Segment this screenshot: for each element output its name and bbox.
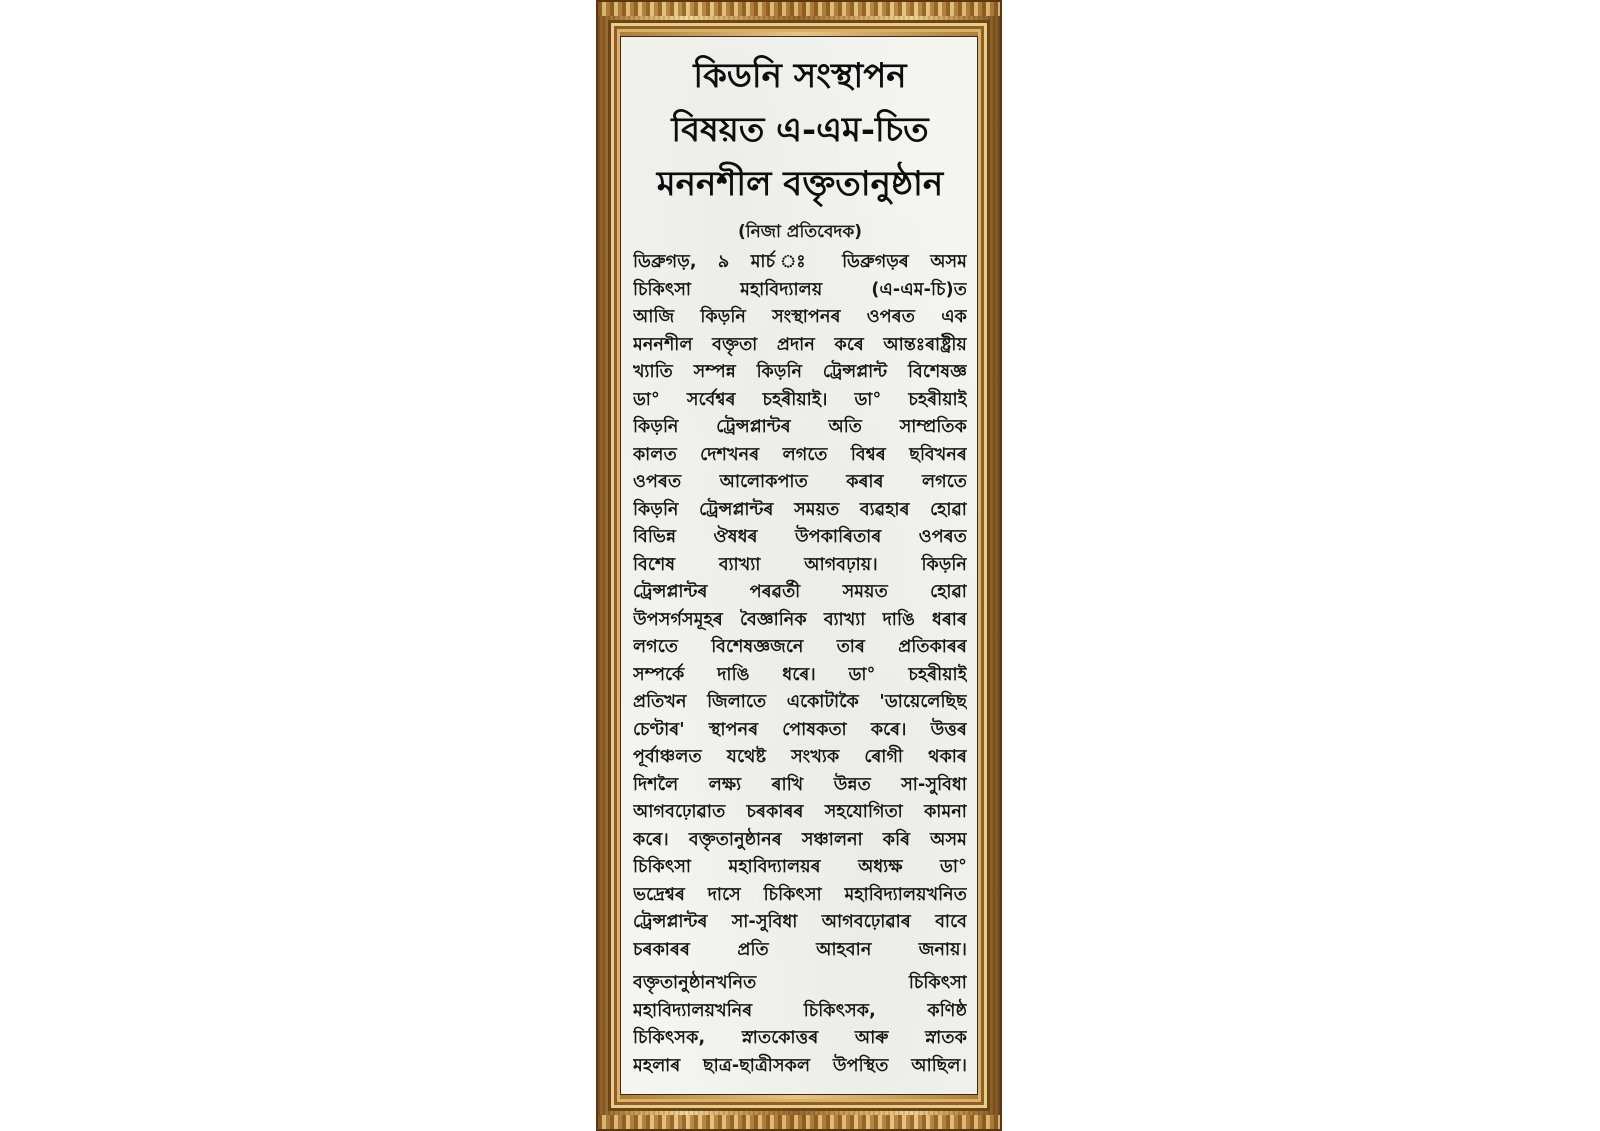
body-text-line: আগবঢ়োৱাত চৰকাৰৰ সহযোগিতা কামনা <box>633 802 967 822</box>
body-text-line: সম্পৰ্কে দাঙি ধৰে। ডা° চহৰীয়াই <box>633 664 967 685</box>
body-text-line: খ্যাতি সম্পন্ন কিড়নি ট্ৰেন্সপ্লান্ট বিশেষজ্ঞ <box>633 362 967 382</box>
body-text-line: চিকিৎসা মহাবিদ্যালয়ৰ অধ্যক্ষ ডা° <box>633 857 967 877</box>
newspaper-clipping <box>620 36 978 1095</box>
ornate-gold-frame <box>596 0 1002 1131</box>
headline-line-2: বিষয়ত এ-এম-চিত <box>671 110 929 150</box>
body-text-line: ডিব্ৰুগড়, ৯ মাৰ্চ ঃ ডিব্ৰুগড়ৰ অসম <box>633 252 967 272</box>
headline-line-1: কিডনি সংস্থাপন <box>693 56 907 96</box>
body-text-line: ট্ৰেন্সপ্লান্টৰ সা-সুবিধা আগবঢ়োৱাৰ বাবে <box>633 912 967 932</box>
body-text-line: বক্তৃতানুষ্ঠানখনিত চিকিৎসা <box>633 973 967 993</box>
body-text-line: দিশলৈ লক্ষ্য ৰাখি উন্নত সা-সুবিধা <box>633 774 967 795</box>
body-text-line: ডা° সৰ্বেশ্বৰ চহৰীয়াই। ডা° চহৰীয়াই <box>633 389 967 410</box>
body-text-line: মহলাৰ ছাত্ৰ-ছাত্ৰীসকল উপস্থিত আছিল। <box>633 1055 967 1076</box>
body-text-line: আজি কিড়নি সংস্থাপনৰ ওপৰত এক <box>633 307 967 327</box>
body-text-line: ট্ৰেন্সপ্লান্টৰ পৰৱৰ্তী সময়ত হোৱা <box>633 582 967 602</box>
body-text-line: কিড়নি ট্ৰেন্সপ্লান্টৰ সময়ত ব্যৱহাৰ হোৱা <box>633 499 967 520</box>
paragraph-2 <box>633 970 967 1080</box>
headline-line-3: মননশীল বক্তৃতানুষ্ঠান <box>656 164 944 204</box>
body-text-line: উপসৰ্গসমূহৰ বৈজ্ঞানিক ব্যাখ্যা দাঙি ধৰাৰ <box>633 609 967 630</box>
body-text-line: লগতে বিশেষজ্ঞজনে তাৰ প্ৰতিকাৰৰ <box>633 637 967 657</box>
body-text-line: বিভিন্ন ঔষধৰ উপকাৰিতাৰ ওপৰত <box>633 527 967 547</box>
paragraph-1 <box>633 249 967 964</box>
byline: (নিজা প্ৰতিবেদক) <box>737 222 863 242</box>
body-text-line: চিকিৎসা মহাবিদ্যালয় (এ-এম-চি)ত <box>633 279 967 300</box>
body-text-line: ওপৰত আলোকপাত কৰাৰ লগতে <box>633 472 967 492</box>
body-text-line: মননশীল বক্তৃতা প্ৰদান কৰে আন্তঃৰাষ্ট্ৰীয় <box>633 334 967 355</box>
body-text-line: চৰকাৰৰ প্ৰতি আহবান জনায়। <box>633 939 967 960</box>
body-text-line: পূৰ্বাঞ্চলত যথেষ্ট সংখ্যক ৰোগী থকাৰ <box>633 747 967 767</box>
body-text-line: চিকিৎসক, স্নাতকোত্তৰ আৰু স্নাতক <box>633 1028 967 1048</box>
body-text-line: কিড়নি ট্ৰেন্সপ্লান্টৰ অতি সাম্প্ৰতিক <box>633 417 967 437</box>
body-text-line: বিশেষ ব্যাখ্যা আগবঢ়ায়। কিড়নি <box>633 554 967 575</box>
body-text-line: মহাবিদ্যালয়খনিৰ চিকিৎসক, কণিষ্ঠ <box>633 1000 967 1021</box>
article-body <box>633 249 967 1080</box>
headline <box>633 49 967 211</box>
body-text-line: কালত দেশখনৰ লগতে বিশ্বৰ ছবিখনৰ <box>633 444 967 465</box>
body-text-line: কৰে। বক্তৃতানুষ্ঠানৰ সঞ্চালনা কৰি অসম <box>633 829 967 850</box>
body-text-line: প্ৰতিখন জিলাতে একোটাকৈ 'ডায়েলেছিছ <box>633 692 967 712</box>
body-text-line: ভদ্ৰেশ্বৰ দাসে চিকিৎসা মহাবিদ্যালয়খনিত <box>633 884 967 905</box>
body-text-line: চেণ্টাৰ' স্থাপনৰ পোষকতা কৰে। উত্তৰ <box>633 719 967 740</box>
